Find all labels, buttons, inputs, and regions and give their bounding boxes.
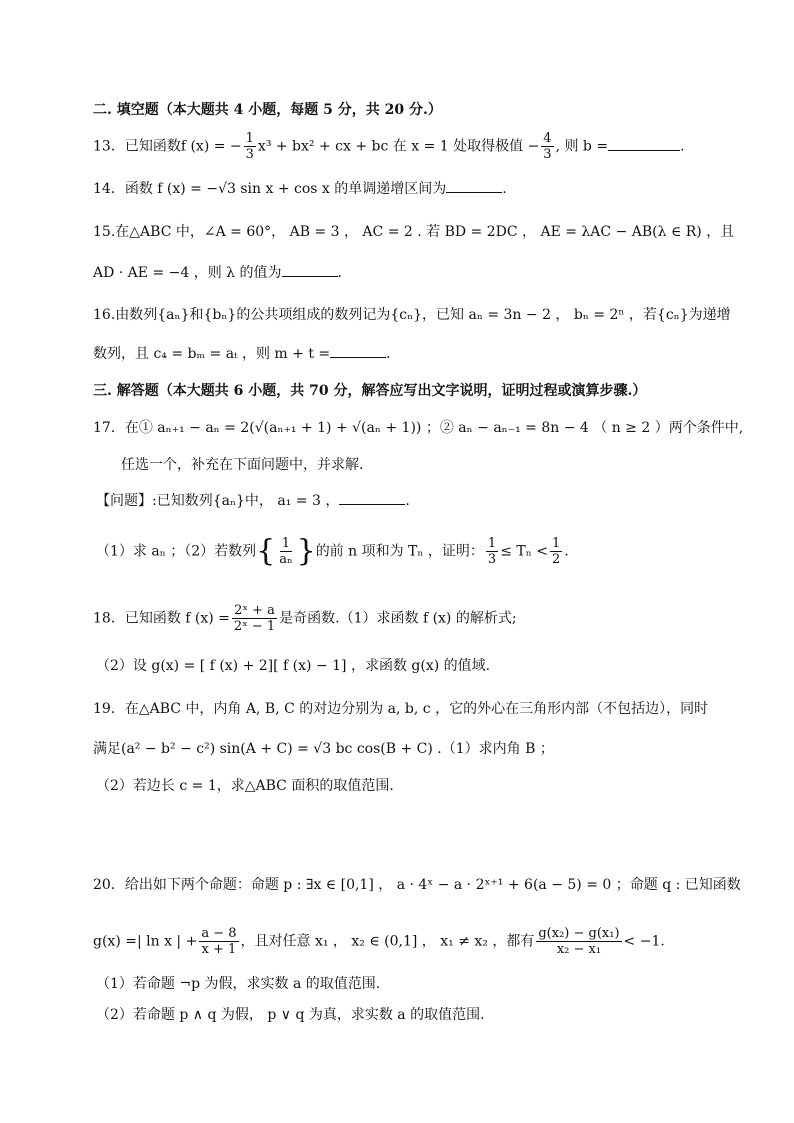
q14-answer-blank[interactable] (446, 192, 502, 193)
question-16-line2: 数列，且 c₄ = bₘ = aₜ ，则 m + t = . (93, 346, 391, 362)
q20-text2a: g(x) =| ln x | + (93, 933, 198, 950)
q14-number: 14． (93, 181, 125, 197)
question-20-line4: （2）若命题 p ∧ q 为假， p ∨ q 为真，求实数 a 的取值范围. (96, 1007, 485, 1023)
question-15-line2: AD · AE = −4 ，则 λ 的值为 . (93, 265, 342, 281)
q16-text1: 由数列{aₙ}和{bₙ}的公共项组成的数列记为{cₙ}，已知 aₙ = 3n − 2 ， bₙ = 2ⁿ ，若{cₙ}为递增 (115, 307, 731, 323)
q18-pre: 已知函数 f (x) = (124, 610, 230, 627)
q15-text2: AD · AE = −4 ，则 λ 的值为 (93, 265, 282, 281)
q15-answer-blank[interactable] (282, 276, 338, 277)
question-19-line2: 满足(a² − b² − c²) sin(A + C) = √3 bc cos(B + C) .（1）求内角 B ； (93, 741, 554, 757)
q13-func: f (x) = − (180, 138, 242, 155)
question-14: 14．函数 f (x) = −√3 sin x + cos x 的单调递增区间为 . (93, 181, 507, 197)
question-17-parts: （1）求 aₙ ；（2）若数列{ $\frac{1}{\text{aₙ}}$ }的前 n 项和为 Tₙ ，证明： $\frac{1}{3}$ ≤ Tₙ < $\frac{1}{2}$ . (96, 533, 569, 569)
q14-text: 函数 f (x) = −√3 sin x + cos x 的单调递增区间为 (124, 181, 447, 197)
q13-pre: 已知函数 (124, 138, 181, 155)
q17-seq-frac: $\frac{1}{\text{aₙ}}$ (279, 536, 293, 567)
q18-post: 是奇函数.（1）求函数 f (x) 的解析式; (279, 610, 517, 627)
q18-frac: $\frac{\text{2ˣ + a}}{\text{2ˣ − 1}}$ (233, 603, 276, 634)
question-20-line2 (93, 926, 734, 957)
q20-frac2: $\frac{\text{g(x₂) − g(x₁)}}{\text{x₂ − x₁}}$ (538, 926, 620, 957)
q17-text1: 在① aₙ₊₁ − aₙ = 2(√(aₙ₊₁ + 1) + √(aₙ + 1)) ；② aₙ − aₙ₋₁ = 8n − 4 （ n ≥ 2 ）两个条件中, (124, 420, 744, 436)
q17-part1: （1）求 aₙ ；（2）若数列 (96, 543, 257, 560)
q16-number: 16. (93, 307, 116, 323)
q19-text1: 在△ABC 中，内角 A, B, C 的对边分别为 a, b, c ，它的外心在三角形内部（不包括边），同时 (124, 701, 709, 717)
question-17-problem: 【问题】:已知数列{aₙ}中， a₁ = 3 ， . (96, 493, 410, 509)
q17-ineq-mid: ≤ Tₙ < (500, 543, 548, 560)
q20-text2c: < −1. (623, 933, 665, 950)
question-17-line2: 任选一个，补充在下面问题中，并求解. (121, 457, 364, 473)
q17-problem-text: 【问题】:已知数列{aₙ}中， a₁ = 3 ， (96, 493, 340, 509)
q15-text1: 在△ABC 中，∠A = 60°， AB = 3 ， AC = 2 . 若 BD = 2DC ， AE = λAC − AB(λ ∈ R) ，且 (115, 224, 735, 240)
q13-frac1: $\frac{1}{3}$ (245, 131, 254, 162)
q17-condition-blank[interactable] (339, 504, 405, 505)
q19-number: 19． (93, 701, 125, 717)
q17-number: 17． (93, 420, 125, 436)
q17-part1-mid: 的前 n 项和为 Tₙ ，证明： (315, 543, 484, 560)
q13-frac2: $\frac{4}{3}$ (543, 131, 552, 162)
q20-text1: 给出如下两个命题：命题 p : ∃x ∈ [0,1] ， a · 4ˣ − a · 2ˣ⁺¹ + 6(a − 5) = 0 ；命题 q : 已知函数 (124, 877, 741, 893)
q17-ineq-left: $\frac{1}{3}$ (487, 536, 497, 567)
question-20-line3: （1）若命题 ¬p 为假，求实数 a 的取值范围. (96, 976, 381, 992)
question-16-line1 (93, 304, 734, 326)
q15-number: 15. (93, 224, 116, 240)
q13-number: 13． (93, 138, 125, 155)
question-13: 13．已知函数f (x) = − $\frac{1}{3}$ x³ + bx² + cx + bc 在 x = 1 处取得极值 − $\frac{4}{3}$ , 则 b = . (93, 131, 685, 162)
q20-frac1: $\frac{a - 8}{x + 1}$ (201, 926, 237, 957)
question-20-line1 (93, 874, 741, 896)
q17-ineq-right: $\frac{1}{2}$ (551, 536, 561, 567)
section3-heading: 三. 解答题（本大题共 6 小题，共 70 分，解答应写出文字说明，证明过程或演算步骤.） (93, 383, 647, 399)
q18-number: 18． (93, 610, 125, 627)
question-19-line3: （2）若边长 c = 1，求△ABC 面积的取值范围. (96, 778, 394, 794)
q20-number: 20． (93, 877, 125, 893)
question-19-line1 (93, 698, 734, 720)
q16-text2: 数列，且 c₄ = bₘ = aₜ ，则 m + t = (93, 346, 331, 362)
q16-answer-blank[interactable] (330, 357, 386, 358)
q13-mid: x³ + bx² + cx + bc 在 x = 1 处取得极值 − (257, 138, 540, 155)
question-18-line1 (93, 603, 734, 634)
question-17-line1 (93, 417, 744, 439)
q20-text2b: ，且对任意 x₁ ， x₂ ∈ (0,1] ， x₁ ≠ x₂ ，都有 (240, 933, 535, 950)
question-15-line1 (93, 221, 734, 243)
question-18-line2: （2）设 g(x) = [ f (x) + 2][ f (x) − 1] ，求函数 g(x) 的值域. (96, 658, 491, 674)
section2-heading: 二. 填空题（本大题共 4 小题，每题 5 分，共 20 分.） (93, 102, 442, 118)
q13-post: , 则 b = (555, 138, 609, 155)
q13-answer-blank[interactable] (608, 150, 680, 151)
